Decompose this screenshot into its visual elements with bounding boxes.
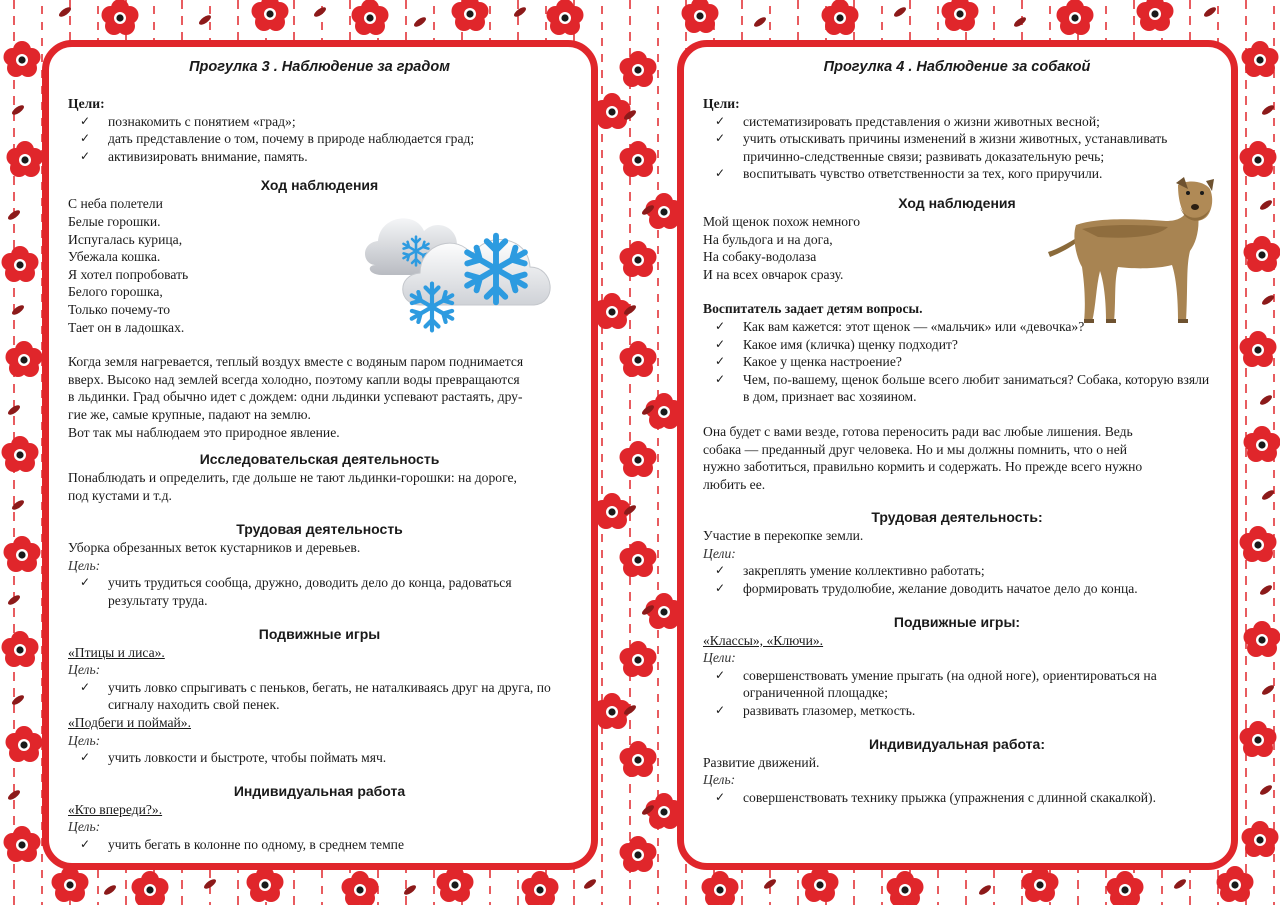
list-item: ✓ систематизировать представления о жизни животных весной; (703, 113, 1211, 131)
hail-cloud-illustration (358, 195, 568, 335)
text-line: нужно заботиться, правильно кормить и содержать. Но прежде всего нужно (703, 459, 1143, 475)
research-heading: Исследовательская деятельность (199, 451, 440, 468)
goal-label: Цель: (68, 819, 101, 835)
poem-line: Белые горошки. (68, 213, 161, 229)
text-line: Она будет с вами везде, готова переносить ради вас любые лишения. Ведь (703, 423, 1133, 439)
list-item: ✓ Какое у щенка настроение? (703, 353, 1211, 371)
research-text (68, 469, 571, 504)
individual-text: Развитие движений. (703, 754, 820, 770)
individual-heading: Индивидуальная работа (233, 782, 406, 799)
list-item: ✓ Какое имя (кличка) щенку подходит? (703, 336, 1211, 354)
text-line: Вот так мы наблюдаем это природное явление. (68, 424, 340, 440)
game-title: «Кто впереди?». (68, 801, 163, 817)
list-item: ✓ активизировать внимание, память. (68, 148, 571, 166)
list-item: ✓ учить трудиться сообща, дружно, доводить дело до конца, радоваться результату труда. (68, 574, 571, 609)
poem-line: Убежала кошка. (68, 249, 161, 265)
questions-label: Воспитатель задает детям вопросы. (703, 301, 923, 317)
list-item: ✓ Как вам кажется: этот щенок — «мальчик» или «девочка»? (703, 318, 1211, 336)
list-item: ✓ учить отыскивать причины изменений в жизни животных, устанавливать причинно-следственные связи; развивать доказательную речь; (703, 130, 1211, 165)
dog-paragraph (703, 423, 1211, 493)
poem-line: Тает он в ладошках. (68, 319, 185, 335)
list-item: ✓ учить бегать в колонне по одному, в среднем темпе (68, 836, 571, 854)
poem-line: Только почему-то (68, 301, 171, 317)
poem-line: Я хотел попробовать (68, 266, 189, 282)
questions-list (703, 318, 1211, 406)
goal-label: Цель: (68, 732, 101, 748)
list-item: ✓ учить ловко спрыгивать с пеньков, бегать, не наталкиваясь друг на друга, по сигналу находить свой пенек. (68, 679, 571, 714)
goals-label-italic: Цели: (703, 545, 736, 561)
individual-heading: Индивидуальная работа: (869, 735, 1045, 752)
goal-label: Цель: (68, 662, 101, 678)
poem-line: Мой щенок похож немного (703, 213, 861, 229)
hail-explanation (68, 353, 571, 441)
walk-3-card (42, 40, 598, 870)
labor-heading: Трудовая деятельность: (871, 509, 1043, 526)
goals-label: Цели: (703, 96, 740, 111)
labor-goals (68, 574, 571, 609)
poem-line: На собаку-водолаза (703, 249, 817, 265)
list-item: ✓ дать представление о том, почему в природе наблюдается град; (68, 130, 571, 148)
game-title: «Подбеги и поймай». (68, 715, 191, 731)
labor-text: Уборка обрезанных веток кустарников и деревьев. (68, 540, 361, 556)
goal-label: Цель: (703, 772, 736, 788)
poem-line: Белого горошка, (68, 284, 163, 300)
goals-list (68, 113, 571, 166)
text-line: любить ее. (703, 476, 766, 492)
list-item: ✓ развивать глазомер, меткость. (703, 702, 1211, 720)
labor-heading: Трудовая деятельность (236, 521, 403, 538)
goals-label-italic: Цели: (703, 650, 736, 666)
list-item: ✓ Чем, по-вашему, щенок больше всего любит заниматься? Собака, которую взяли в дом, признает вас хозяином. (703, 371, 1211, 406)
poem-line: С неба полетели (68, 196, 163, 212)
poem-line: И на всех овчарок сразу. (703, 266, 844, 282)
goals-list (703, 113, 1211, 183)
list-item: ✓ учить ловкости и быстроте, чтобы поймать мяч. (68, 749, 571, 767)
text-line: собака — преданный друг человека. Но и мы должны помнить, что о ней (703, 441, 1128, 457)
poem-line: Испугалась курица, (68, 231, 183, 247)
individual-goals (68, 836, 571, 854)
text-line: вверх. Высоко над землей всегда холодно, поэтому капли воды превращаются (68, 371, 520, 387)
dog-illustration (1038, 177, 1218, 337)
text-line: под кустами и т.д. (68, 487, 172, 503)
walk-4-card (677, 40, 1238, 870)
text-line: Понаблюдать и определить, где дольше не тают льдинки-горошки: на дороге, (68, 470, 517, 486)
page-title: Прогулка 3 . Наблюдение за градом (189, 59, 450, 75)
poem (68, 195, 571, 336)
list-item: ✓ формировать трудолюбие, желание доводить начатое дело до конца. (703, 580, 1211, 598)
games-heading: Подвижные игры (258, 625, 381, 642)
list-item: ✓ воспитывать чувство ответственности за тех, кого приручили. (703, 165, 1211, 183)
list-item: ✓ совершенствовать умение прыгать (на одной ноге), ориентироваться на ограниченной площадке; (703, 667, 1211, 702)
game-title: «Птицы и лиса». (68, 644, 165, 660)
goals-label: Цели: (68, 96, 105, 111)
text-line: гие же, самые крупные, падают на землю. (68, 406, 311, 422)
list-item: ✓ закреплять умение коллективно работать; (703, 562, 1211, 580)
game-goals (68, 679, 571, 714)
games-goals (703, 667, 1211, 720)
list-item: ✓ познакомить с понятием «град»; (68, 113, 571, 131)
game-goals (68, 749, 571, 767)
labor-text: Участие в перекопке земли. (703, 528, 864, 544)
observation-heading: Ход наблюдения (260, 177, 379, 194)
text-line: Когда земля нагревается, теплый воздух вместе с водяным паром поднимается (68, 354, 524, 370)
labor-goals (703, 562, 1211, 597)
individual-goals (703, 789, 1211, 807)
games-title: «Классы», «Ключи». (703, 632, 824, 648)
games-heading: Подвижные игры: (893, 613, 1021, 630)
poem-line: На бульдога и на дога, (703, 231, 833, 247)
goal-label: Цель: (68, 557, 101, 573)
text-line: в льдинки. Град обычно идет с дождем: одни льдинки успевают растаять, дру- (68, 389, 523, 405)
list-item: ✓ совершенствовать технику прыжка (упражнения с длинной скакалкой). (703, 789, 1211, 807)
observation-heading: Ход наблюдения (898, 194, 1016, 211)
page-title: Прогулка 4 . Наблюдение за собакой (823, 59, 1091, 75)
